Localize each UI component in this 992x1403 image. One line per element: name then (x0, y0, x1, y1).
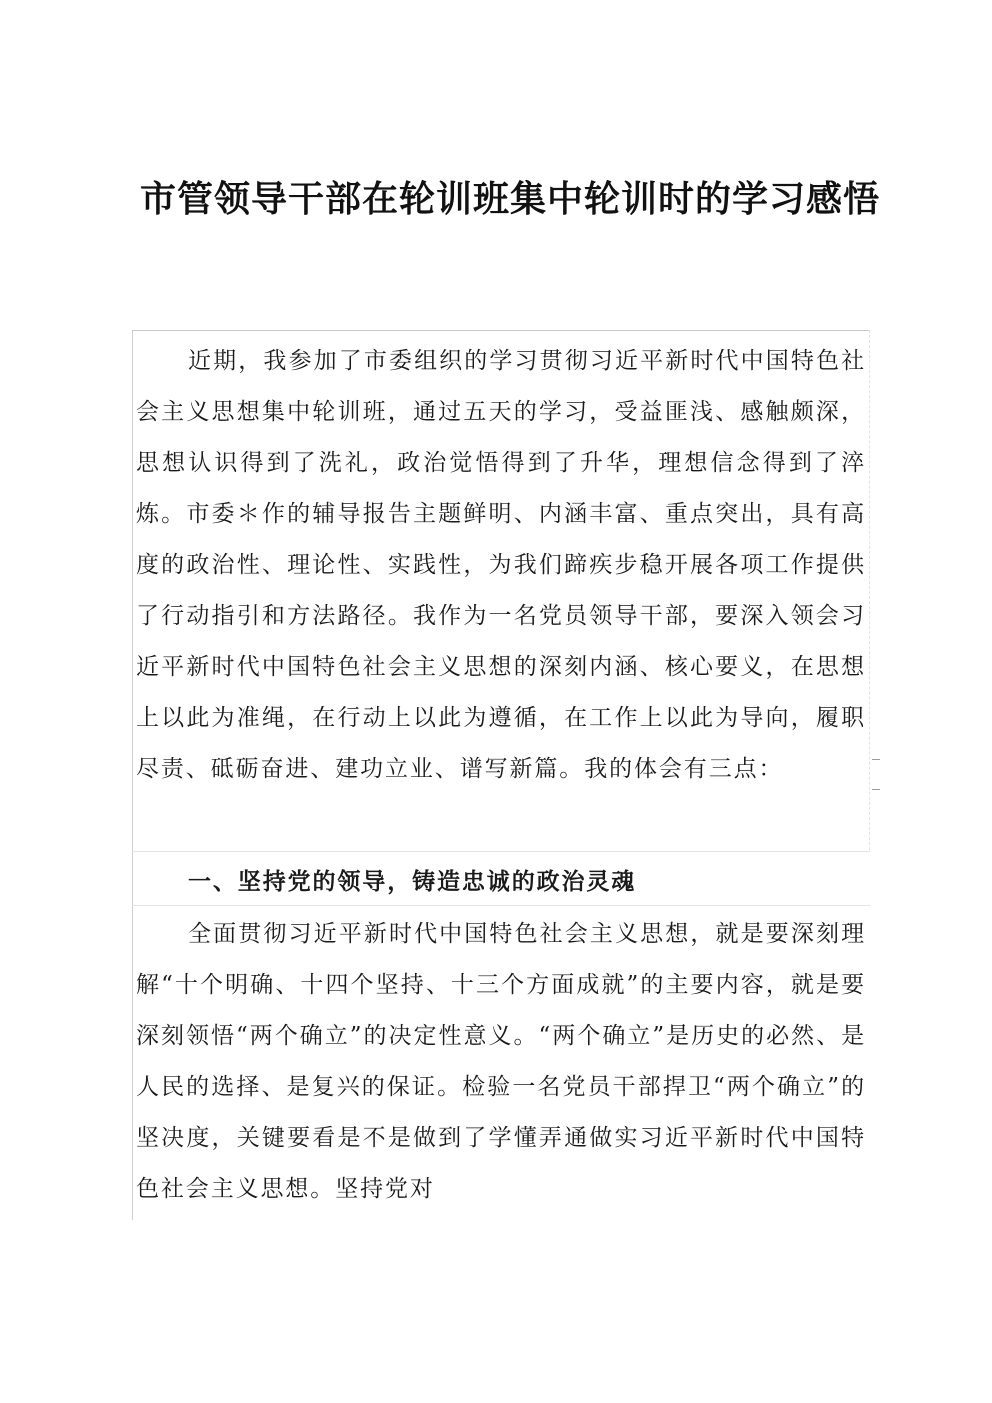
intro-paragraph: 近期，我参加了市委组织的学习贯彻习近平新时代中国特色社会主义思想集中轮训班，通过五天的学习，受益匪浅、感触颇深，思想认识得到了洗礼，政治觉悟得到了升华，理想信念得到了淬炼。市委＊作的辅导报告主题鲜明、内涵丰富、重点突出，具有高度的政治性、理论性、实践性，为我们蹄疾步稳开展各项工作提供了行动指引和方法路径。我作为一名党员领导干部，要深入领会习近平新时代中国特色社会主义思想的深刻内涵、核心要义，在思想上以此为准绳，在行动上以此为遵循，在工作上以此为导向，履职尽责、砥砺奋进、建功立业、谱写新篇。我的体会有三点： (136, 348, 866, 782)
section-heading-1: 一、坚持党的领导，铸造忠诚的政治灵魂 (188, 868, 637, 895)
body-paragraph-2: 全面贯彻习近平新时代中国特色社会主义思想，就是要深刻理解“十个明确、十四个坚持、十三个方面成就”的主要内容，就是要深刻领悟“两个确立”的决定性意义。“两个确立”是历史的必然、是人民的选择、是复兴的保证。检验一名党员干部捍卫“两个确立”的坚决度，关键要看是不是做到了学懂弄通做实习近平新时代中国特色社会主义思想。坚持党对 (136, 921, 866, 1202)
frame-top-border (132, 330, 870, 331)
section-separator-top (132, 851, 870, 852)
section-separator-bottom (132, 905, 870, 906)
margin-mark-top (872, 759, 880, 760)
frame-right-border (869, 330, 870, 850)
margin-mark-bottom (872, 789, 880, 790)
document-title: 市管领导干部在轮训班集中轮训时的学习感悟 (139, 179, 880, 221)
